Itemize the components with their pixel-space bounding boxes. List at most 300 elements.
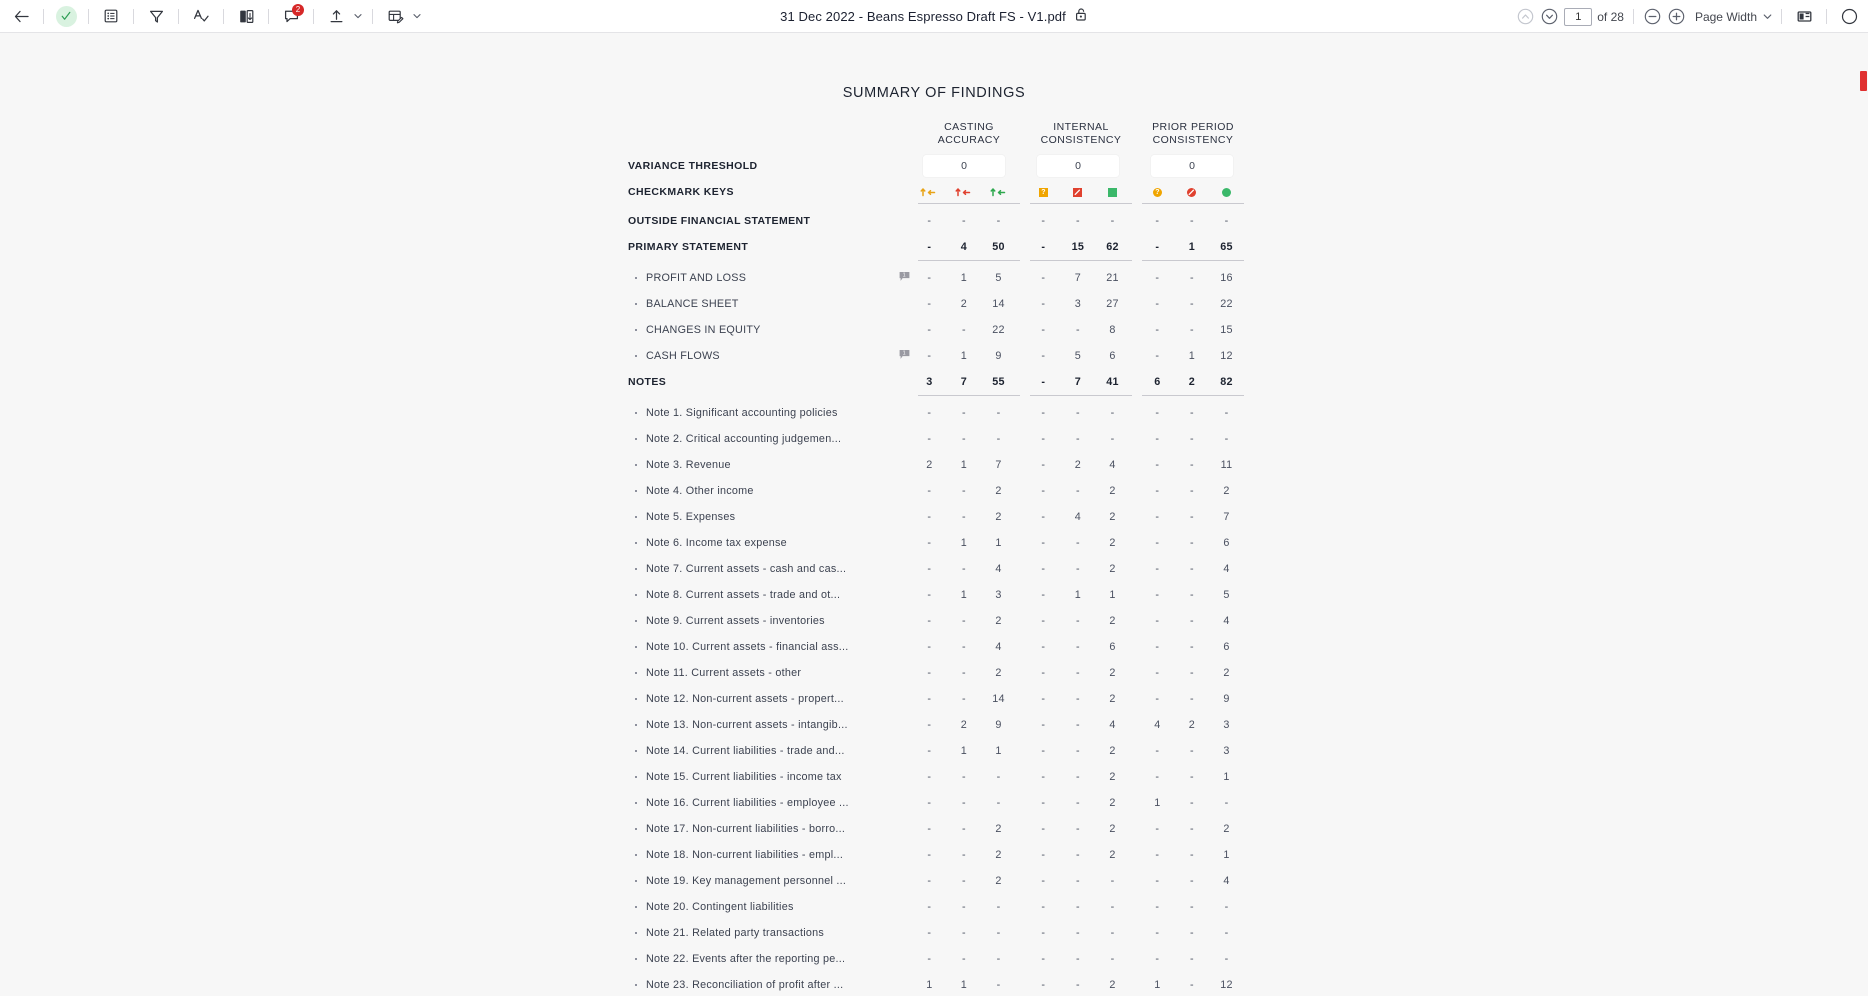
row-label-text: Note 5. Expenses (646, 511, 736, 523)
row-value: 2 (1109, 849, 1116, 861)
row-value-group (1140, 407, 1244, 419)
bullet-icon (635, 932, 637, 934)
row-value-group (912, 407, 1016, 419)
bullet-icon (635, 303, 637, 305)
red-arrows-key[interactable] (947, 187, 982, 197)
row-value: 14 (992, 693, 1005, 705)
row-value-group (1140, 927, 1244, 939)
table-row[interactable] (628, 582, 1244, 608)
row-value: - (1041, 324, 1046, 336)
bullet-icon (635, 277, 637, 279)
row-label (628, 953, 912, 965)
column-group-line2: CONSISTENCY (1152, 134, 1234, 146)
comments-icon[interactable] (276, 3, 306, 29)
row-value: - (1041, 537, 1046, 549)
row-value: 2 (995, 875, 1002, 887)
row-value: - (961, 693, 966, 705)
row-value: - (1155, 901, 1160, 913)
row-value: 82 (1220, 376, 1233, 388)
row-value: - (1189, 537, 1194, 549)
row-value: - (1075, 979, 1080, 991)
variance-threshold-inputs (912, 155, 1244, 177)
row-values (912, 537, 1244, 549)
row-value-group (1026, 485, 1130, 497)
checkmark-keys-row (628, 181, 1244, 203)
bullet-icon (635, 750, 637, 752)
table-row[interactable] (628, 946, 1244, 972)
table-row[interactable] (628, 208, 1244, 234)
table-row[interactable] (628, 738, 1244, 764)
row-value: - (927, 537, 932, 549)
table-row[interactable] (628, 317, 1244, 343)
row-label-text: NOTES (628, 376, 667, 388)
page-layout-icon[interactable] (1789, 4, 1819, 30)
row-value: 1 (960, 745, 967, 757)
row-value-group (912, 667, 1016, 679)
row-value-group (1026, 693, 1130, 705)
row-values (912, 901, 1244, 913)
row-label-text: BALANCE SHEET (646, 298, 739, 310)
row-value: - (1041, 875, 1046, 887)
table-row[interactable] (628, 972, 1244, 996)
row-value: - (1189, 615, 1194, 627)
zoom-in-button[interactable] (1665, 5, 1689, 29)
findings-table (628, 121, 1244, 996)
row-label (628, 272, 912, 284)
row-value-group (1140, 823, 1244, 835)
row-value-group (1026, 433, 1130, 445)
row-value: - (927, 719, 932, 731)
row-value-group (912, 901, 1016, 913)
row-value: 2 (995, 823, 1002, 835)
bullet-icon (635, 490, 637, 492)
export-table-icon[interactable] (380, 3, 410, 29)
bullet-icon (635, 646, 637, 648)
row-value: 1 (960, 979, 967, 991)
row-value: - (1155, 459, 1160, 471)
row-value-group (1026, 615, 1130, 627)
row-value: 2 (1109, 979, 1116, 991)
bullet-icon (635, 412, 637, 414)
table-row[interactable] (628, 920, 1244, 946)
row-value-group (1026, 667, 1130, 679)
row-value-group (1140, 485, 1244, 497)
row-value: 2 (1188, 376, 1195, 388)
svg-text:1: 1 (902, 350, 906, 357)
row-value: 2 (1074, 459, 1081, 471)
row-value-group (1140, 745, 1244, 757)
scrollbar-marker[interactable] (1860, 71, 1867, 91)
row-value: - (961, 953, 966, 965)
row-value: 9 (995, 350, 1002, 362)
row-value-group (1026, 823, 1130, 835)
row-value: 2 (1109, 485, 1116, 497)
toolbar-divider (223, 9, 224, 24)
row-value: - (927, 771, 932, 783)
row-value-group (1026, 376, 1130, 388)
row-value: - (1075, 615, 1080, 627)
row-value: - (1075, 485, 1080, 497)
row-value: 6 (1109, 641, 1116, 653)
table-row[interactable] (628, 868, 1244, 894)
row-label-text: Note 6. Income tax expense (646, 537, 787, 549)
table-row[interactable] (628, 842, 1244, 868)
row-value: - (1189, 667, 1194, 679)
row-values (912, 927, 1244, 939)
row-value: - (996, 407, 1001, 419)
row-value: - (927, 298, 932, 310)
checkmark-key-group (1026, 181, 1130, 203)
column-group-header (1142, 121, 1244, 151)
row-value: - (927, 433, 932, 445)
row-value: 2 (1109, 797, 1116, 809)
more-options-icon[interactable] (1834, 4, 1864, 30)
row-value: - (1041, 849, 1046, 861)
row-value: - (1155, 953, 1160, 965)
table-row[interactable] (628, 660, 1244, 686)
row-value: 6 (1223, 537, 1230, 549)
row-value: - (1041, 979, 1046, 991)
row-label (628, 433, 912, 445)
table-row[interactable] (628, 712, 1244, 738)
row-value: - (1075, 667, 1080, 679)
toolbar-divider (268, 9, 269, 24)
page-total-label: of 28 (1597, 9, 1624, 24)
row-label-text: PRIMARY STATEMENT (628, 241, 749, 253)
row-value: - (1155, 433, 1160, 445)
row-values (912, 407, 1244, 419)
row-value: - (927, 693, 932, 705)
previous-page-button[interactable] (1513, 5, 1537, 29)
row-values (912, 797, 1244, 809)
row-values (912, 241, 1244, 253)
row-value-group (1140, 433, 1244, 445)
table-row[interactable] (628, 764, 1244, 790)
row-value: - (1224, 433, 1229, 445)
row-value: - (1155, 298, 1160, 310)
row-value: - (961, 615, 966, 627)
row-value: - (1110, 875, 1115, 887)
row-value: 2 (926, 459, 933, 471)
row-value: - (1189, 745, 1194, 757)
row-value: - (1075, 745, 1080, 757)
row-value: - (1075, 823, 1080, 835)
zoom-chevron-down-icon[interactable] (1760, 5, 1774, 29)
orange-arrows-key[interactable] (912, 187, 947, 197)
validated-check-icon[interactable] (51, 3, 81, 29)
row-value-group (912, 589, 1016, 601)
table-row[interactable] (628, 816, 1244, 842)
row-value: 11 (1220, 459, 1233, 471)
row-label-text: CASH FLOWS (646, 350, 720, 362)
spellcheck-icon[interactable] (186, 3, 216, 29)
row-value-group (1140, 875, 1244, 887)
bullet-icon (635, 464, 637, 466)
row-value-group (1140, 771, 1244, 783)
row-values (912, 823, 1244, 835)
row-label-text: OUTSIDE FINANCIAL STATEMENT (628, 215, 811, 227)
bullet-icon (635, 355, 637, 357)
zoom-out-button[interactable] (1641, 5, 1665, 29)
green-square-key[interactable] (1095, 188, 1130, 197)
bullet-icon (635, 906, 637, 908)
row-label-text: Note 20. Contingent liabilities (646, 901, 794, 913)
bullet-icon (635, 438, 637, 440)
row-value: - (1155, 641, 1160, 653)
row-value: - (1075, 927, 1080, 939)
checkmark-keys-label: CHECKMARK KEYS (628, 186, 734, 198)
row-value: 4 (1223, 563, 1230, 575)
row-value: - (961, 823, 966, 835)
export-chevron-down-icon[interactable] (410, 4, 424, 28)
red-slash-square-key[interactable] (1061, 188, 1096, 197)
row-value: 1 (995, 537, 1002, 549)
row-value-group (912, 641, 1016, 653)
row-values (912, 641, 1244, 653)
bullet-icon (635, 984, 637, 986)
row-value: - (1155, 485, 1160, 497)
row-value: - (1041, 376, 1046, 388)
table-row[interactable] (628, 634, 1244, 660)
row-label-text: Note 10. Current assets - financial ass... (646, 641, 849, 653)
column-group-header (918, 121, 1020, 151)
row-value: 1 (960, 589, 967, 601)
row-value: - (1155, 537, 1160, 549)
orange-question-circle-key[interactable]: ? (1140, 188, 1175, 197)
column-group-line1: PRIOR PERIOD (1152, 121, 1234, 133)
row-value: 1 (1188, 350, 1195, 362)
row-value: - (1155, 589, 1160, 601)
row-label-text: Note 4. Other income (646, 485, 754, 497)
table-row[interactable] (628, 686, 1244, 712)
row-label-text: Note 8. Current assets - trade and ot... (646, 589, 841, 601)
app-toolbar (0, 0, 1868, 33)
row-value: - (1189, 849, 1194, 861)
row-value-group (1026, 537, 1130, 549)
row-value: - (1041, 272, 1046, 284)
row-label (628, 350, 912, 362)
toolbar-divider (43, 9, 44, 24)
row-value: - (1041, 615, 1046, 627)
row-value: 1 (960, 459, 967, 471)
bullet-icon (635, 329, 637, 331)
row-value: - (1155, 407, 1160, 419)
row-value: - (1110, 215, 1115, 227)
row-value-group (912, 298, 1016, 310)
bullet-icon (635, 516, 637, 518)
row-value-group (1026, 745, 1130, 757)
row-value: - (961, 215, 966, 227)
row-label-text: Note 22. Events after the reporting pe... (646, 953, 846, 965)
row-value: - (1075, 433, 1080, 445)
toolbar-divider (1826, 9, 1827, 24)
variance-threshold-input[interactable]: 0 (1151, 155, 1233, 177)
row-value: 2 (1109, 563, 1116, 575)
row-value: - (1041, 485, 1046, 497)
row-value-group (1140, 298, 1244, 310)
table-row[interactable] (628, 265, 1244, 291)
row-value-group (1140, 693, 1244, 705)
row-label-text: Note 12. Non-current assets - propert... (646, 693, 844, 705)
row-value: 62 (1106, 241, 1119, 253)
row-value: - (961, 771, 966, 783)
row-value-group (1140, 272, 1244, 284)
list-view-icon[interactable] (96, 3, 126, 29)
row-value: 2 (995, 615, 1002, 627)
filter-icon[interactable] (141, 3, 171, 29)
row-value: - (1189, 641, 1194, 653)
green-arrows-key[interactable] (981, 187, 1016, 197)
pdf-page (0, 33, 1868, 996)
table-row[interactable] (628, 556, 1244, 582)
row-value: 1 (1109, 589, 1116, 601)
row-values (912, 298, 1244, 310)
row-label-text: Note 3. Revenue (646, 459, 731, 471)
comment-flag-icon[interactable] (899, 272, 910, 284)
row-value: 3 (1223, 719, 1230, 731)
compare-icon[interactable] (231, 3, 261, 29)
row-value: - (927, 953, 932, 965)
row-label (628, 901, 912, 913)
svg-text:1: 1 (902, 272, 906, 279)
variance-threshold-input[interactable]: 0 (923, 155, 1005, 177)
table-row[interactable] (628, 530, 1244, 556)
row-value: - (927, 589, 932, 601)
row-value-group (1140, 511, 1244, 523)
back-arrow-icon[interactable] (6, 3, 36, 29)
table-row[interactable] (628, 608, 1244, 634)
red-slash-circle-key[interactable] (1175, 188, 1210, 197)
row-value: 4 (1223, 875, 1230, 887)
row-value-group (1140, 849, 1244, 861)
table-row[interactable] (628, 369, 1244, 395)
variance-threshold-row (628, 151, 1244, 181)
row-value: - (996, 771, 1001, 783)
upload-icon[interactable] (321, 3, 351, 29)
bullet-icon (635, 724, 637, 726)
toolbar-divider (88, 9, 89, 24)
row-value-group (1026, 324, 1130, 336)
row-value-group (1026, 901, 1130, 913)
row-value: - (1041, 693, 1046, 705)
row-value: 6 (1154, 376, 1161, 388)
row-values (912, 215, 1244, 227)
table-row[interactable] (628, 894, 1244, 920)
row-value: - (961, 563, 966, 575)
row-value: 1 (1074, 589, 1081, 601)
table-row[interactable] (628, 452, 1244, 478)
toolbar-left-group (0, 3, 424, 29)
unlocked-padlock-icon[interactable] (1074, 7, 1088, 27)
row-value: - (1075, 901, 1080, 913)
row-value: 21 (1106, 272, 1119, 284)
row-value: - (1110, 433, 1115, 445)
row-value: - (961, 324, 966, 336)
row-value: - (1189, 797, 1194, 809)
table-row[interactable] (628, 790, 1244, 816)
row-value-group (912, 979, 1016, 991)
row-values (912, 376, 1244, 388)
row-value: 4 (960, 241, 967, 253)
row-label (628, 563, 912, 575)
row-value-group (1140, 797, 1244, 809)
row-value: - (1110, 953, 1115, 965)
row-value: 4 (1109, 719, 1116, 731)
row-value: - (1041, 823, 1046, 835)
row-value: 7 (1074, 376, 1081, 388)
comment-flag-icon[interactable] (899, 350, 910, 362)
page-number-input[interactable]: 1 (1564, 8, 1592, 26)
column-group-line2: ACCURACY (937, 134, 1001, 146)
row-label (628, 641, 912, 653)
row-value: - (996, 953, 1001, 965)
row-value: - (1224, 215, 1229, 227)
row-label (628, 927, 912, 939)
row-value: 1 (960, 537, 967, 549)
row-label (628, 589, 912, 601)
row-value: - (1041, 641, 1046, 653)
row-value-group (1140, 953, 1244, 965)
row-value: - (996, 433, 1001, 445)
bullet-icon (635, 802, 637, 804)
variance-threshold-input[interactable]: 0 (1037, 155, 1119, 177)
row-value-group (1026, 215, 1130, 227)
document-viewport[interactable] (0, 33, 1868, 996)
table-row[interactable] (628, 478, 1244, 504)
row-value: - (1155, 324, 1160, 336)
table-row[interactable] (628, 426, 1244, 452)
row-value-group (912, 849, 1016, 861)
row-label (628, 615, 912, 627)
table-row[interactable] (628, 343, 1244, 369)
row-label (628, 979, 912, 991)
row-values (912, 667, 1244, 679)
row-value: - (927, 511, 932, 523)
row-value: 12 (1220, 350, 1233, 362)
row-values (912, 953, 1244, 965)
row-value: 1 (960, 272, 967, 284)
row-value-group (1140, 719, 1244, 731)
row-value: - (1189, 298, 1194, 310)
row-values (912, 745, 1244, 757)
row-value: 2 (995, 849, 1002, 861)
row-label (628, 485, 912, 497)
next-page-button[interactable] (1537, 5, 1561, 29)
row-label (628, 376, 912, 388)
table-row[interactable] (628, 400, 1244, 426)
checkmark-key-group (912, 181, 1016, 203)
orange-question-square-key[interactable]: ? (1026, 188, 1061, 197)
row-value: - (1155, 693, 1160, 705)
zoom-mode-label[interactable]: Page Width (1694, 9, 1757, 24)
row-value: 2 (1109, 537, 1116, 549)
row-value: 1 (926, 979, 933, 991)
green-circle-key[interactable] (1209, 188, 1244, 197)
row-value: - (1041, 797, 1046, 809)
row-label (628, 511, 912, 523)
table-row[interactable] (628, 504, 1244, 530)
table-row[interactable] (628, 291, 1244, 317)
row-value-group (1140, 350, 1244, 362)
row-value: - (927, 875, 932, 887)
upload-chevron-down-icon[interactable] (351, 4, 365, 28)
row-label-text: Note 23. Reconciliation of profit after ... (646, 979, 844, 991)
checkmark-keys-icons (912, 181, 1244, 203)
row-value: 4 (995, 641, 1002, 653)
row-value-group (912, 433, 1016, 445)
row-value-group (1026, 589, 1130, 601)
table-row[interactable] (628, 234, 1244, 260)
